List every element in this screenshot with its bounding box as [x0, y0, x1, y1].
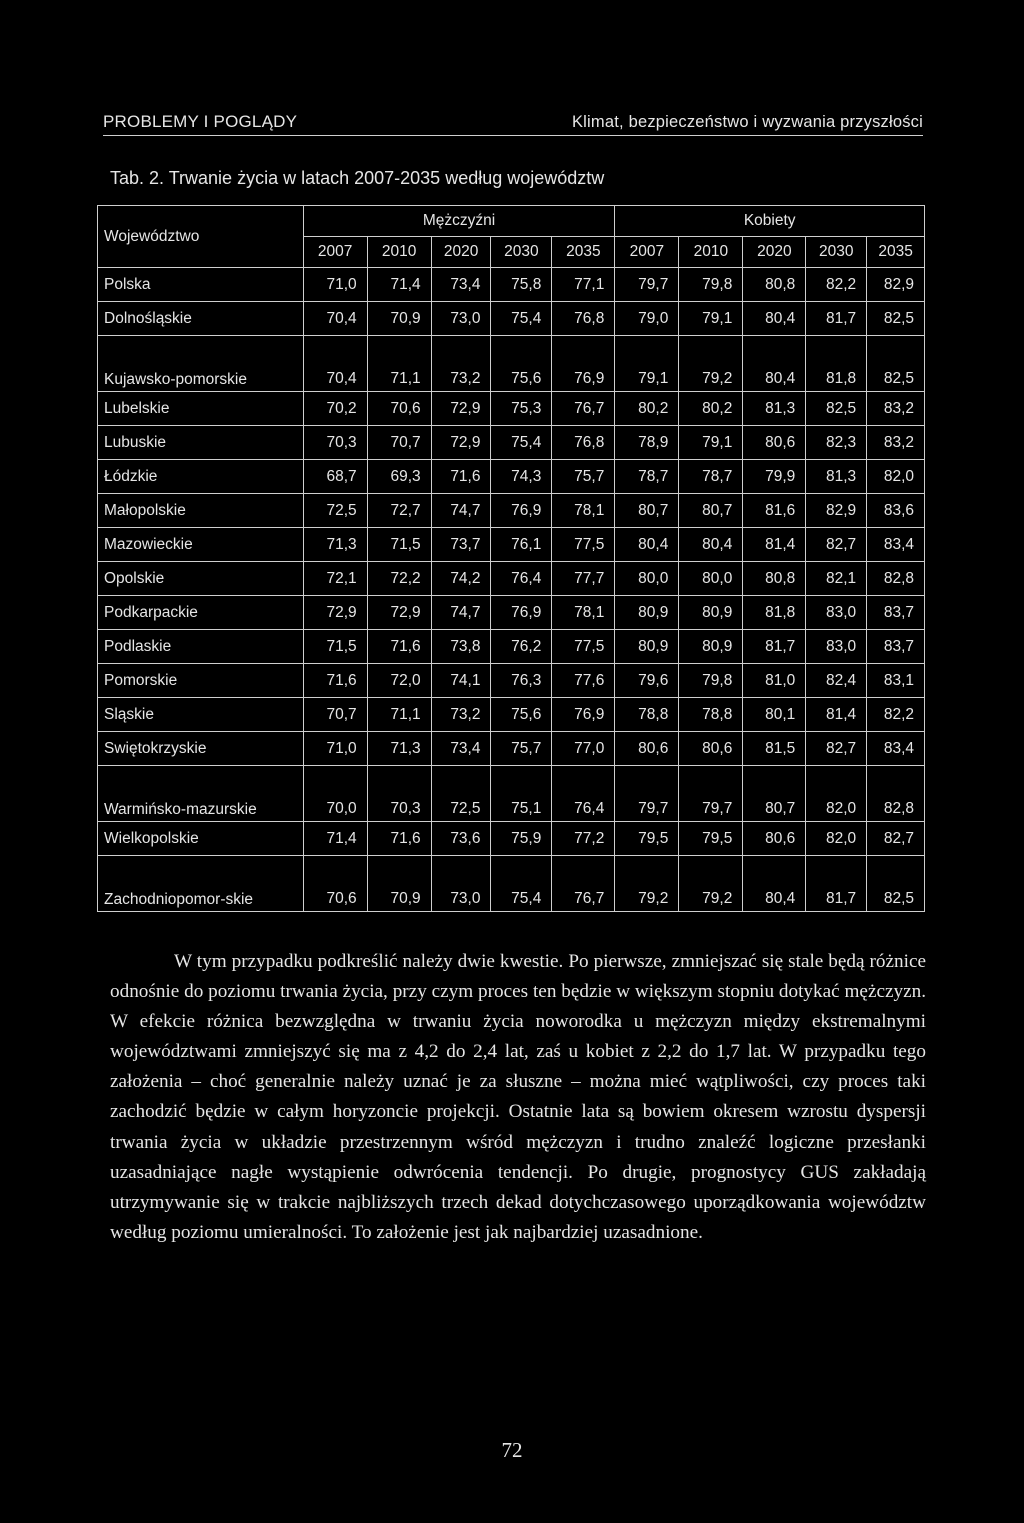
- men-value-cell: 76,8: [552, 426, 615, 460]
- women-value-cell: 78,7: [679, 460, 743, 494]
- men-value-cell: 71,1: [367, 336, 431, 392]
- table-row: [98, 494, 925, 528]
- women-value-cell: 82,9: [806, 494, 867, 528]
- table-row: [98, 562, 925, 596]
- women-group-header: Kobiety: [615, 206, 925, 237]
- men-value-cell: 72,9: [303, 596, 367, 630]
- men-value-cell: 77,2: [552, 822, 615, 856]
- table-row: [98, 302, 925, 336]
- women-value-cell: 82,5: [867, 336, 925, 392]
- men-value-cell: 72,5: [431, 766, 491, 822]
- women-value-cell: 80,7: [743, 766, 806, 822]
- men-year-header: 2030: [491, 237, 552, 268]
- row-voivodeship-name: Swiętokrzyskie: [98, 732, 304, 766]
- men-value-cell: 72,9: [367, 596, 431, 630]
- paragraph-text: W tym przypadku podkreślić należy dwie kwestie. Po pierwsze, zmniejszać się stale będą różnice odnośnie do poziomu trwania życia, przy czym proces ten będzie w większym stopniu dotykać mężczyzn. W efekcie różnica bezwzględna w trwaniu życia noworodka u mężczyzn między ekstremalnymi województwami zmniejszyć się ma z 4,2 do 2,4 lat, zaś u kobiet z 2,2 do 1,7 lat. W przypadku tego założenia – choć generalnie należy uznać je za słuszne – można mieć wątpliwości, czy proces taki zachodzić będzie w całym horyzoncie projekcji. Ostatnie lata są bowiem okresem wzrostu dyspersji trwania życia w układzie przestrzennym wśród mężczyzn i trudno znaleźć logiczne przesłanki uzasadniające nagłe wystąpienie odwrócenia tendencji. Po drugie, prognostycy GUS zakładają utrzymywanie się w trakcie najbliższych trzech dekad dotychczasowego uporządkowania województw według poziomu umieralności. To założenie jest jak najbardziej uzasadnione.: [110, 951, 926, 1243]
- body-paragraph: [110, 947, 926, 1248]
- women-value-cell: 79,7: [615, 766, 679, 822]
- men-value-cell: 76,2: [491, 630, 552, 664]
- women-value-cell: 80,6: [615, 732, 679, 766]
- men-value-cell: 75,4: [491, 426, 552, 460]
- women-value-cell: 80,7: [615, 494, 679, 528]
- row-voivodeship-name: Pomorskie: [98, 664, 304, 698]
- men-value-cell: 76,9: [491, 596, 552, 630]
- men-value-cell: 71,6: [431, 460, 491, 494]
- women-value-cell: 80,4: [743, 302, 806, 336]
- men-value-cell: 71,6: [367, 630, 431, 664]
- table-row: [98, 856, 925, 912]
- women-value-cell: 83,6: [867, 494, 925, 528]
- table-body: [98, 268, 925, 912]
- men-value-cell: 74,7: [431, 596, 491, 630]
- row-voivodeship-name: Warmińsko-mazurskie: [98, 766, 304, 822]
- women-value-cell: 82,0: [867, 460, 925, 494]
- men-value-cell: 73,4: [431, 732, 491, 766]
- header-section-title: PROBLEMY I POGLĄDY: [103, 112, 298, 131]
- men-value-cell: 73,0: [431, 302, 491, 336]
- women-value-cell: 78,8: [679, 698, 743, 732]
- women-value-cell: 82,8: [867, 562, 925, 596]
- women-value-cell: 82,0: [806, 766, 867, 822]
- women-value-cell: 78,9: [615, 426, 679, 460]
- women-value-cell: 83,4: [867, 528, 925, 562]
- women-value-cell: 80,6: [743, 822, 806, 856]
- table-row: [98, 528, 925, 562]
- women-value-cell: 79,6: [615, 664, 679, 698]
- men-value-cell: 77,5: [552, 528, 615, 562]
- men-value-cell: 69,3: [367, 460, 431, 494]
- men-year-header: 2007: [303, 237, 367, 268]
- row-voivodeship-name: Lubelskie: [98, 392, 304, 426]
- men-value-cell: 75,1: [491, 766, 552, 822]
- women-value-cell: 79,2: [679, 856, 743, 912]
- women-value-cell: 80,7: [679, 494, 743, 528]
- men-value-cell: 76,9: [491, 494, 552, 528]
- men-value-cell: 76,7: [552, 392, 615, 426]
- women-value-cell: 80,2: [615, 392, 679, 426]
- men-value-cell: 70,7: [367, 426, 431, 460]
- table-row: [98, 732, 925, 766]
- voivodeship-header: Województwo: [98, 206, 304, 268]
- women-year-header: 2030: [806, 237, 867, 268]
- women-value-cell: 80,4: [743, 856, 806, 912]
- men-group-header: Mężczyźni: [303, 206, 615, 237]
- men-value-cell: 70,4: [303, 302, 367, 336]
- men-value-cell: 75,4: [491, 302, 552, 336]
- men-value-cell: 70,9: [367, 856, 431, 912]
- men-value-cell: 70,4: [303, 336, 367, 392]
- women-value-cell: 80,8: [743, 562, 806, 596]
- women-value-cell: 82,7: [806, 732, 867, 766]
- table-row: [98, 426, 925, 460]
- women-value-cell: 80,4: [679, 528, 743, 562]
- men-value-cell: 76,7: [552, 856, 615, 912]
- women-value-cell: 82,3: [806, 426, 867, 460]
- men-value-cell: 75,6: [491, 336, 552, 392]
- women-value-cell: 83,7: [867, 630, 925, 664]
- men-value-cell: 71,6: [303, 664, 367, 698]
- table-row: [98, 630, 925, 664]
- men-value-cell: 74,7: [431, 494, 491, 528]
- header-chapter-title: Klimat, bezpieczeństwo i wyzwania przyszłości: [571, 113, 923, 131]
- men-value-cell: 71,1: [367, 698, 431, 732]
- men-value-cell: 73,2: [431, 336, 491, 392]
- men-value-cell: 72,1: [303, 562, 367, 596]
- men-value-cell: 76,4: [491, 562, 552, 596]
- row-voivodeship-name: Mazowieckie: [98, 528, 304, 562]
- men-value-cell: 75,9: [491, 822, 552, 856]
- men-value-cell: 73,8: [431, 630, 491, 664]
- women-value-cell: 82,5: [867, 302, 925, 336]
- women-value-cell: 82,0: [806, 822, 867, 856]
- men-value-cell: 74,1: [431, 664, 491, 698]
- women-value-cell: 81,6: [743, 494, 806, 528]
- women-value-cell: 82,5: [867, 856, 925, 912]
- men-value-cell: 71,5: [303, 630, 367, 664]
- men-value-cell: 74,2: [431, 562, 491, 596]
- women-value-cell: 82,9: [867, 268, 925, 302]
- women-year-header: 2020: [743, 237, 806, 268]
- men-value-cell: 71,4: [367, 268, 431, 302]
- women-value-cell: 81,5: [743, 732, 806, 766]
- women-value-cell: 79,7: [679, 766, 743, 822]
- row-voivodeship-name: Polska: [98, 268, 304, 302]
- men-value-cell: 71,5: [367, 528, 431, 562]
- women-year-header: 2010: [679, 237, 743, 268]
- table-header-row-groups: [98, 206, 925, 237]
- men-value-cell: 77,7: [552, 562, 615, 596]
- women-value-cell: 82,4: [806, 664, 867, 698]
- men-value-cell: 72,2: [367, 562, 431, 596]
- women-value-cell: 80,9: [615, 596, 679, 630]
- table-row: [98, 268, 925, 302]
- men-value-cell: 71,4: [303, 822, 367, 856]
- women-value-cell: 83,2: [867, 426, 925, 460]
- men-value-cell: 70,9: [367, 302, 431, 336]
- women-value-cell: 81,8: [743, 596, 806, 630]
- women-value-cell: 82,8: [867, 766, 925, 822]
- women-value-cell: 79,8: [679, 268, 743, 302]
- women-value-cell: 81,3: [743, 392, 806, 426]
- men-value-cell: 72,9: [431, 392, 491, 426]
- men-value-cell: 75,3: [491, 392, 552, 426]
- men-value-cell: 71,6: [367, 822, 431, 856]
- table-row: [98, 664, 925, 698]
- men-value-cell: 72,9: [431, 426, 491, 460]
- women-value-cell: 81,7: [743, 630, 806, 664]
- men-value-cell: 75,4: [491, 856, 552, 912]
- women-value-cell: 79,0: [615, 302, 679, 336]
- women-year-header: 2007: [615, 237, 679, 268]
- men-value-cell: 77,0: [552, 732, 615, 766]
- men-value-cell: 70,2: [303, 392, 367, 426]
- men-value-cell: 77,1: [552, 268, 615, 302]
- row-voivodeship-name: Zachodniopomor-skie: [98, 856, 304, 912]
- women-value-cell: 80,4: [743, 336, 806, 392]
- men-value-cell: 76,3: [491, 664, 552, 698]
- men-value-cell: 76,9: [552, 698, 615, 732]
- men-value-cell: 76,1: [491, 528, 552, 562]
- women-value-cell: 79,2: [679, 336, 743, 392]
- women-value-cell: 82,5: [806, 392, 867, 426]
- women-value-cell: 81,4: [743, 528, 806, 562]
- women-value-cell: 82,7: [806, 528, 867, 562]
- row-voivodeship-name: Wielkopolskie: [98, 822, 304, 856]
- women-value-cell: 83,7: [867, 596, 925, 630]
- men-value-cell: 78,1: [552, 596, 615, 630]
- women-value-cell: 80,6: [743, 426, 806, 460]
- table-row: [98, 822, 925, 856]
- women-value-cell: 81,8: [806, 336, 867, 392]
- men-value-cell: 70,0: [303, 766, 367, 822]
- women-value-cell: 80,9: [615, 630, 679, 664]
- women-value-cell: 81,0: [743, 664, 806, 698]
- men-value-cell: 75,8: [491, 268, 552, 302]
- men-value-cell: 72,5: [303, 494, 367, 528]
- women-value-cell: 78,7: [615, 460, 679, 494]
- running-header: [103, 112, 923, 136]
- table-row: [98, 766, 925, 822]
- men-value-cell: 75,7: [552, 460, 615, 494]
- women-value-cell: 83,2: [867, 392, 925, 426]
- table-row: [98, 336, 925, 392]
- men-value-cell: 73,0: [431, 856, 491, 912]
- row-voivodeship-name: Podkarpackie: [98, 596, 304, 630]
- women-value-cell: 79,1: [615, 336, 679, 392]
- men-value-cell: 74,3: [491, 460, 552, 494]
- men-value-cell: 71,0: [303, 732, 367, 766]
- men-value-cell: 71,0: [303, 268, 367, 302]
- women-value-cell: 80,4: [615, 528, 679, 562]
- table-row: [98, 392, 925, 426]
- men-value-cell: 76,4: [552, 766, 615, 822]
- women-value-cell: 82,2: [806, 268, 867, 302]
- women-value-cell: 80,0: [615, 562, 679, 596]
- men-year-header: 2020: [431, 237, 491, 268]
- women-value-cell: 80,9: [679, 630, 743, 664]
- men-value-cell: 72,7: [367, 494, 431, 528]
- row-voivodeship-name: Kujawsko-pomorskie: [98, 336, 304, 392]
- women-value-cell: 79,5: [615, 822, 679, 856]
- men-value-cell: 70,6: [367, 392, 431, 426]
- women-value-cell: 80,8: [743, 268, 806, 302]
- men-value-cell: 73,2: [431, 698, 491, 732]
- women-value-cell: 83,1: [867, 664, 925, 698]
- women-value-cell: 81,3: [806, 460, 867, 494]
- women-value-cell: 82,2: [867, 698, 925, 732]
- men-value-cell: 70,3: [303, 426, 367, 460]
- row-voivodeship-name: Małopolskie: [98, 494, 304, 528]
- men-value-cell: 77,5: [552, 630, 615, 664]
- women-year-header: 2035: [867, 237, 925, 268]
- women-value-cell: 80,6: [679, 732, 743, 766]
- women-value-cell: 82,1: [806, 562, 867, 596]
- table-caption: Tab. 2. Trwanie życia w latach 2007-2035 według województw: [110, 168, 605, 188]
- men-value-cell: 77,6: [552, 664, 615, 698]
- row-voivodeship-name: Podlaskie: [98, 630, 304, 664]
- men-value-cell: 70,6: [303, 856, 367, 912]
- men-year-header: 2035: [552, 237, 615, 268]
- women-value-cell: 80,1: [743, 698, 806, 732]
- page-number: 72: [501, 1438, 523, 1462]
- row-voivodeship-name: Lubuskie: [98, 426, 304, 460]
- row-voivodeship-name: Sląskie: [98, 698, 304, 732]
- women-value-cell: 79,2: [615, 856, 679, 912]
- women-value-cell: 83,0: [806, 596, 867, 630]
- men-value-cell: 72,0: [367, 664, 431, 698]
- men-value-cell: 73,4: [431, 268, 491, 302]
- table-row: [98, 460, 925, 494]
- women-value-cell: 79,1: [679, 302, 743, 336]
- men-value-cell: 71,3: [303, 528, 367, 562]
- men-value-cell: 71,3: [367, 732, 431, 766]
- men-value-cell: 68,7: [303, 460, 367, 494]
- women-value-cell: 80,0: [679, 562, 743, 596]
- men-value-cell: 73,7: [431, 528, 491, 562]
- women-value-cell: 82,7: [867, 822, 925, 856]
- men-value-cell: 70,3: [367, 766, 431, 822]
- women-value-cell: 78,8: [615, 698, 679, 732]
- life-expectancy-table: [97, 205, 925, 912]
- women-value-cell: 83,0: [806, 630, 867, 664]
- women-value-cell: 81,4: [806, 698, 867, 732]
- row-voivodeship-name: Opolskie: [98, 562, 304, 596]
- women-value-cell: 83,4: [867, 732, 925, 766]
- men-value-cell: 76,9: [552, 336, 615, 392]
- row-voivodeship-name: Dolnośląskie: [98, 302, 304, 336]
- women-value-cell: 79,1: [679, 426, 743, 460]
- men-value-cell: 70,7: [303, 698, 367, 732]
- men-value-cell: 75,7: [491, 732, 552, 766]
- row-voivodeship-name: Łódzkie: [98, 460, 304, 494]
- men-value-cell: 75,6: [491, 698, 552, 732]
- women-value-cell: 80,9: [679, 596, 743, 630]
- women-value-cell: 79,7: [615, 268, 679, 302]
- men-value-cell: 78,1: [552, 494, 615, 528]
- women-value-cell: 81,7: [806, 856, 867, 912]
- women-value-cell: 80,2: [679, 392, 743, 426]
- women-value-cell: 79,8: [679, 664, 743, 698]
- men-value-cell: 73,6: [431, 822, 491, 856]
- women-value-cell: 79,9: [743, 460, 806, 494]
- table-row: [98, 596, 925, 630]
- women-value-cell: 81,7: [806, 302, 867, 336]
- women-value-cell: 79,5: [679, 822, 743, 856]
- table-row: [98, 698, 925, 732]
- men-year-header: 2010: [367, 237, 431, 268]
- men-value-cell: 76,8: [552, 302, 615, 336]
